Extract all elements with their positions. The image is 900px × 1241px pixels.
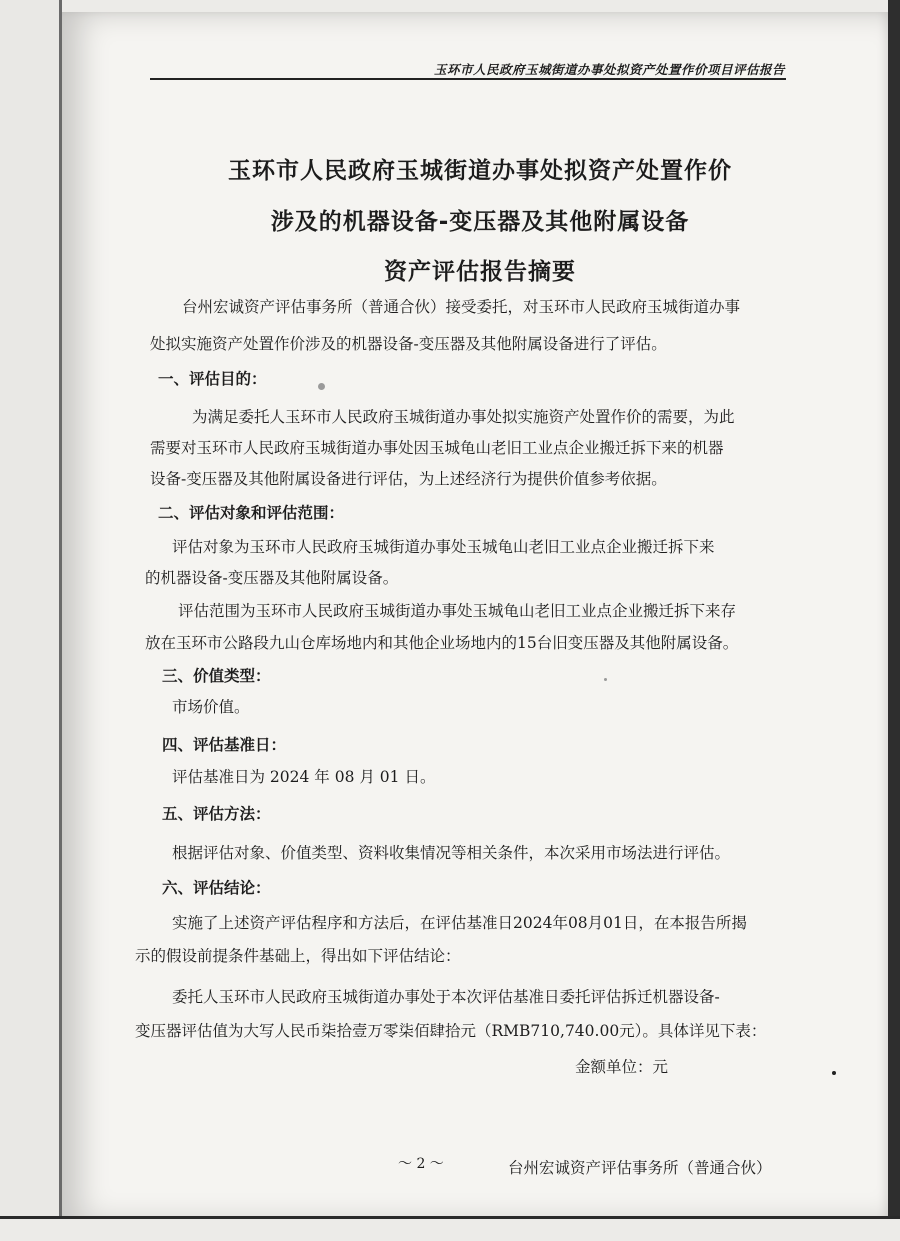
conclusion-line-1: 实施了上述资产评估程序和方法后，在评估基准日2024年08月01日，在本报告所揭 (172, 914, 747, 932)
base-date-content: 评估基准日为 2024 年 08 月 01 日。 (172, 768, 436, 786)
footer-firm-name: 台州宏诚资产评估事务所（普通合伙） (508, 1159, 772, 1177)
section-base-date-heading: 四、评估基准日： (162, 735, 287, 754)
intro-line-2: 处拟实施资产处置作价涉及的机器设备-变压器及其他附属设备进行了评估。 (150, 335, 667, 353)
amount-unit-label: 金额单位：元 (575, 1058, 669, 1076)
header-rule (150, 78, 786, 80)
section-method-heading: 五、评估方法： (162, 804, 271, 823)
running-header: 玉环市人民政府玉城街道办事处拟资产处置作价项目评估报告 (433, 62, 785, 77)
section-conclusion-heading: 六、评估结论： (162, 878, 271, 897)
section-purpose-heading: 一、评估目的： (158, 369, 267, 388)
report-title-line-3: 资产评估报告摘要 (384, 259, 576, 285)
page-number: ～ 2 ～ (398, 1156, 444, 1172)
scope-object-line-2: 的机器设备-变压器及其他附属设备。 (145, 569, 399, 587)
scope-range-line-1: 评估范围为玉环市人民政府玉城街道办事处玉城龟山老旧工业点企业搬迁拆下来存 (178, 602, 737, 620)
section-value-type-heading: 三、价值类型： (162, 666, 271, 685)
purpose-line-1: 为满足委托人玉环市人民政府玉城街道办事处拟实施资产处置作价的需要，为此 (192, 408, 735, 426)
scan-speck (604, 678, 607, 681)
scope-range-line-2: 放在玉环市公路段九山仓库场地内和其他企业场地内的15台旧变压器及其他附属设备。 (145, 634, 739, 652)
scan-top-margin (62, 0, 888, 12)
purpose-line-2: 需要对玉环市人民政府玉城街道办事处因玉城龟山老旧工业点企业搬迁拆下来的机器 (150, 439, 724, 457)
scan-right-edge (888, 0, 900, 1238)
scan-speck (832, 1071, 836, 1075)
method-content: 根据评估对象、价值类型、资料收集情况等相关条件，本次采用市场法进行评估。 (172, 844, 731, 862)
conclusion-line-4: 变压器评估值为大写人民币柒拾壹万零柒佰肆拾元（RMB710,740.00元）。具体详见下表： (135, 1022, 767, 1040)
scan-left-margin (0, 0, 62, 1238)
report-title-line-2: 涉及的机器设备-变压器及其他附属设备 (270, 209, 690, 235)
scan-bottom-margin (0, 1216, 900, 1241)
section-scope-heading: 二、评估对象和评估范围： (158, 503, 345, 522)
report-title-line-1: 玉环市人民政府玉城街道办事处拟资产处置作价 (228, 158, 732, 184)
intro-line-1: 台州宏诚资产评估事务所（普通合伙）接受委托，对玉环市人民政府玉城街道办事 (182, 298, 741, 316)
purpose-line-3: 设备-变压器及其他附属设备进行评估，为上述经济行为提供价值参考依据。 (150, 470, 667, 488)
scope-object-line-1: 评估对象为玉环市人民政府玉城街道办事处玉城龟山老旧工业点企业搬迁拆下来 (172, 538, 715, 556)
value-type-content: 市场价值。 (172, 698, 250, 716)
scan-speck (318, 383, 325, 390)
conclusion-line-3: 委托人玉环市人民政府玉城街道办事处于本次评估基准日委托评估拆迁机器设备- (172, 988, 720, 1006)
conclusion-line-2: 示的假设前提条件基础上，得出如下评估结论： (135, 947, 461, 965)
